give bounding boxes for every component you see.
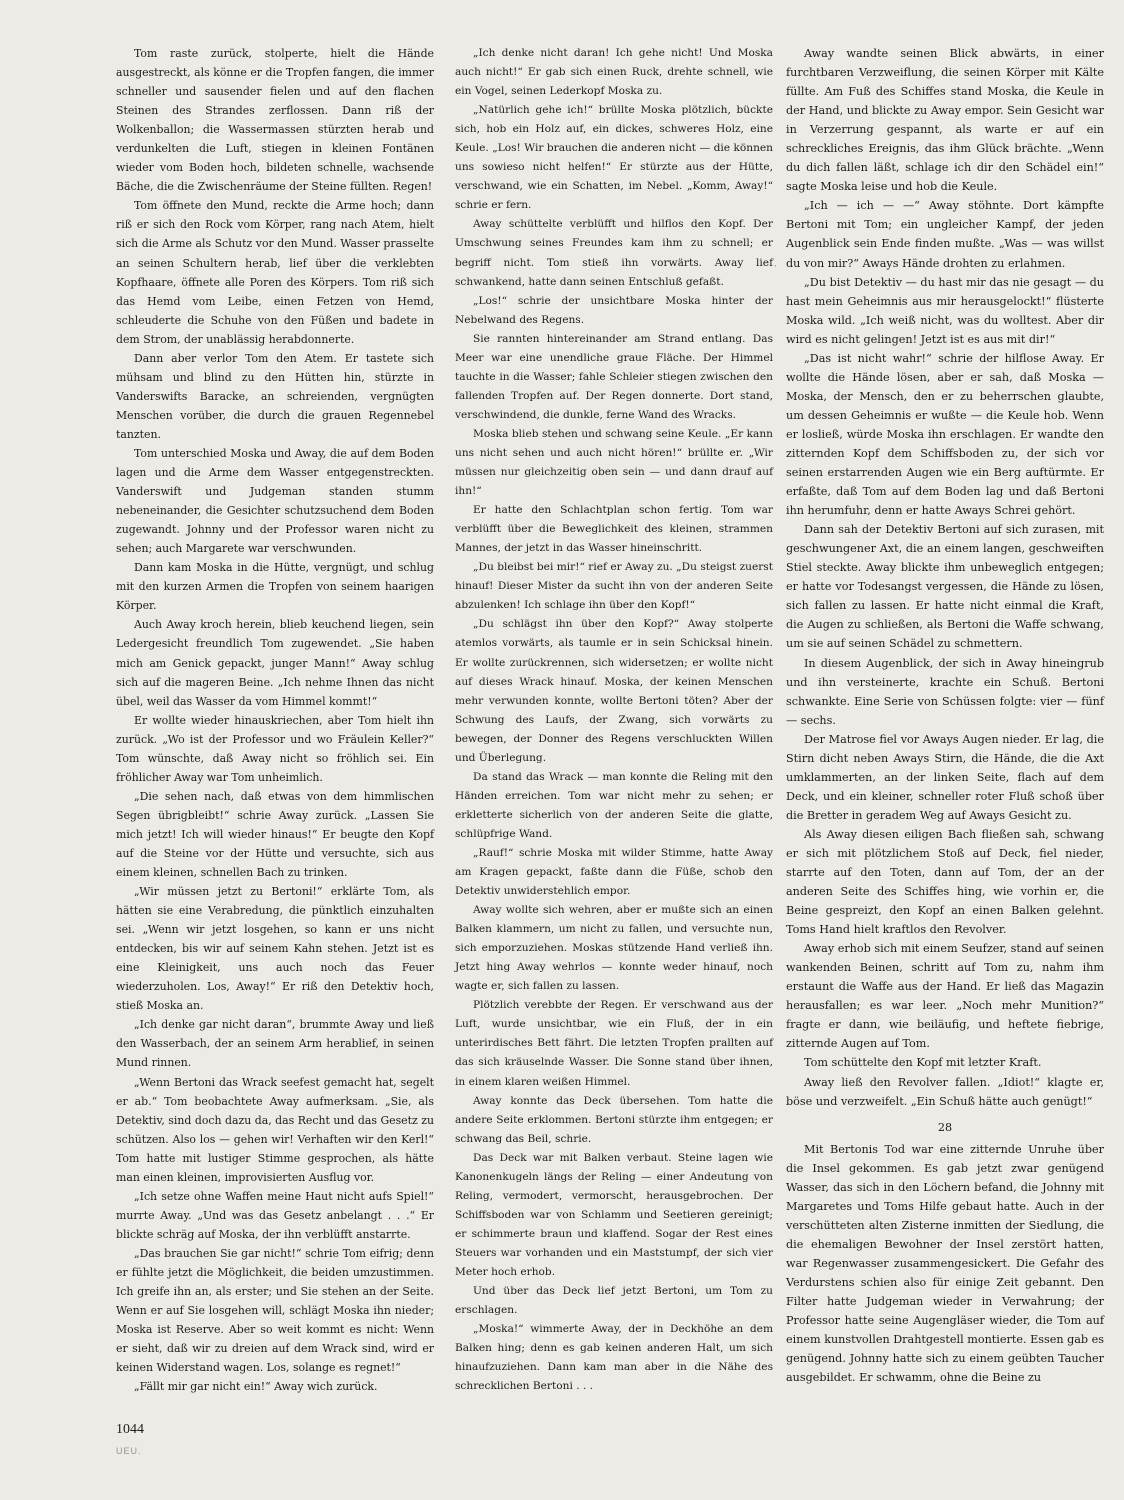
paragraph: Away wandte seinen Blick abwärts, in einer furchtbaren Verzweiflung, die seinen Körper mit Kälte füllte. Am Fuß des Schiffes stand Moska, die Keule in der Hand, und blickte zu Away empor. Sein Gesicht war in Verzerrung gespannt, als warte er auf ein schreckliches Ereignis, das ihm Glück brächte. „Wenn du dich fallen läßt, schlage ich dir den Schädel ein!“ sagte Moska leise und hob die Keule. bbox=[786, 47, 1104, 194]
paragraph: „Wenn Bertoni das Wrack seefest gemacht hat, segelt er ab.“ Tom beobachtete Away aufmerksam. „Sie, als Detektiv, sind doch dazu da, das Recht und das Gesetz zu schützen. Also los — gehen wir! Verhaften wir den Kerl!“ Tom hatte mit lustiger Stimme gesprochen, als hätte man einen kleinen, improvisierten Ausflug vor. bbox=[116, 1075, 434, 1184]
text-column-left bbox=[116, 44, 434, 1396]
paragraph: Als Away diesen eiligen Bach fließen sah, schwang er sich mit plötzlichem Stoß auf Deck, fiel nieder, starrte auf den Toten, dann auf Tom, der an der anderen Seite des Schiffes hing, wie vorhin er, die Beine gespreizt, den Kopf an einen Balken gelehnt. Toms Hand hielt kraftlos den Revolver. bbox=[786, 827, 1104, 937]
folio-mark: UEU. bbox=[116, 1446, 142, 1456]
paragraph: „Los!“ schrie der unsichtbare Moska hinter der Nebelwand des Regens. bbox=[455, 294, 773, 326]
paragraph: Tom raste zurück, stolperte, hielt die Hände ausgestreckt, als könne er die Tropfen fangen, die immer schneller und sausender fielen und auf den flachen Steinen des Strandes zerflossen. Dann riß der Wolkenballon; die Wassermassen stürzten herab und verdunkelten die Luft, stiegen in kleinen Fontänen wieder vom Boden hoch, bildeten schnelle, wachsende Bäche, die die Zwischenräume der Steine füllten. Regen! bbox=[116, 47, 434, 194]
paragraph: Away konnte das Deck übersehen. Tom hatte die andere Seite erklommen. Bertoni stürzte ihm entgegen; er schwang das Beil, schrie. bbox=[455, 1094, 773, 1145]
paragraph: „Fällt mir gar nicht ein!“ Away wich zurück. bbox=[134, 1380, 378, 1394]
section-number: 28 bbox=[937, 1120, 953, 1134]
page-number: 1044 bbox=[116, 1422, 144, 1437]
paragraph: Plötzlich verebbte der Regen. Er verschwand aus der Luft, wurde unsichtbar, wie ein Fluß, der in ein unterirdisches Bett fährt. Die letzten Tropfen prallten auf das sich kräuselnde Wasser. Die Sonne stand über ihnen, in einem klaren weißen Himmel. bbox=[455, 999, 773, 1088]
paragraph: „Das ist nicht wahr!“ schrie der hilflose Away. Er wollte die Hände lösen, aber er sah, daß Moska — Moska, der Mensch, den er zu beherrschen glaubte, um dessen Geheimnis er wußte — die Keule hob. Wenn er losließ, würde Moska ihn erschlagen. Er wandte den zitternden Kopf dem Schiffsboden zu, der sich vor seinen erstarrenden Augen wie ein Berg auftürmte. Er erfaßte, daß Tom auf dem Boden lag und daß Bertoni ihn herumfuhr, denn er hatte Aways Schrei gehört. bbox=[786, 351, 1104, 518]
paragraph: Dann aber verlor Tom den Atem. Er tastete sich mühsam und blind zu den Hütten hin, stürzte in Vanderswifts Baracke, an schreienden, vergnügten Menschen vorüber, die durch die grauen Regennebel tanzten. bbox=[116, 351, 434, 441]
text-column-middle bbox=[455, 44, 773, 1396]
paragraph: „Ich setze ohne Waffen meine Haut nicht aufs Spiel!“ murrte Away. „Und was das Gesetz anbelangt . . .“ Er blickte schräg auf Moska, der ihn verblüfft anstarrte. bbox=[116, 1189, 434, 1241]
paragraph: Der Matrose fiel vor Aways Augen nieder. Er lag, die Stirn dicht neben Aways Stirn, die Hände, die die Axt umklammerten, an der linken Seite, flach auf dem Deck, und ein kleiner, schneller roter Fluß schoß über die Bretter in geradem Weg auf Aways Gesicht zu. bbox=[786, 732, 1104, 822]
paragraph: Away ließ den Revolver fallen. „Idiot!“ klagte er, böse und verzweifelt. „Ein Schuß hätte auch genügt!“ bbox=[786, 1075, 1104, 1108]
paragraph: Away wollte sich wehren, aber er mußte sich an einen Balken klammern, um nicht zu fallen, und versuchte nun, sich emporzuziehen. Moskas stützende Hand verließ ihn. Jetzt hing Away wehrlos — konnte weder hinauf, noch wagte er, sich fallen zu lassen. bbox=[455, 904, 773, 993]
paragraph: „Moska!“ wimmerte Away, der in Deckhöhe an dem Balken hing; denn es gab keinen anderen Halt, um sich hinaufzuziehen. Dann kam man aber in die Nähe des schrecklichen Bertoni . . . bbox=[455, 1323, 773, 1393]
paragraph: Tom schüttelte den Kopf mit letzter Kraft. bbox=[804, 1056, 1042, 1070]
paragraph: Tom unterschied Moska und Away, die auf dem Boden lagen und die Arme dem Wasser entgegenstreckten. Vanderswift und Judgeman standen stumm nebeneinander, die Gesichter schutzsuchend dem Boden zugewandt. Johnny und der Professor waren nicht zu sehen; auch Margarete war verschwunden. bbox=[116, 446, 434, 556]
paragraph: „Du schlägst ihn über den Kopf?“ Away stolperte atemlos vorwärts, als taumle er in sein Schicksal hinein. Er wollte zurückrennen, sich widersetzen; er wollte nicht auf dieses Wrack hinauf. Moska, der keinen Menschen mehr verwunden konnte, wollte Bertoni töten? Aber der Schwung des Laufs, der Zwang, sich vorwärts zu bewegen, der Donner des Regens verschluckten Willen und Überlegung. bbox=[455, 618, 773, 764]
paragraph: Sie rannten hintereinander am Strand entlang. Das Meer war eine unendliche graue Fläche. Der Himmel tauchte in die Wasser; fahle Schleier stiegen zwischen den fallenden Tropfen auf. Der Regen donnerte. Dort stand, verschwindend, die dunkle, ferne Wand des Wracks. bbox=[455, 332, 773, 421]
paragraph: Er wollte wieder hinauskriechen, aber Tom hielt ihn zurück. „Wo ist der Professor und wo Fräulein Keller?“ Tom wünschte, daß Away nicht so fröhlich sei. Ein fröhlicher Away war Tom unheimlich. bbox=[116, 713, 434, 784]
paragraph: „Die sehen nach, daß etwas von dem himmlischen Segen übrigbleibt!“ schrie Away zurück. „Lassen Sie mich jetzt! Ich will wieder hinaus!“ Er beugte den Kopf auf die Steine vor der Hütte und versuchte, sich aus einem kleinen, schnellen Bach zu trinken. bbox=[116, 789, 434, 880]
paragraph: Dann kam Moska in die Hütte, vergnügt, und schlug mit den kurzen Armen die Tropfen von seinem haarigen Körper. bbox=[116, 561, 434, 613]
paragraph: Das Deck war mit Balken verbaut. Steine lagen wie Kanonenkugeln längs der Reling — einer Andeutung von Reling, vermodert, vermorscht, herausgebrochen. Der Schiffsboden war von Schlamm und Seetieren gereinigt; er schimmerte braun und klaffend. Sogar der Rest eines Steuers war vorhanden und ein Maststumpf, der sich vier Meter hoch erhob. bbox=[455, 1151, 773, 1278]
paragraph: In diesem Augenblick, der sich in Away hineingrub und ihn versteinerte, krachte ein Schuß. Bertoni schwankte. Eine Serie von Schüssen folgte: vier — fünf — sechs. bbox=[786, 656, 1104, 727]
paragraph: „Natürlich gehe ich!“ brüllte Moska plötzlich, bückte sich, hob ein Holz auf, ein dickes, schweres Holz, eine Keule. „Los! Wir brauchen die anderen nicht — die können uns sowieso nicht helfen!“ Er stürzte aus der Hütte, verschwand, wie ein Schatten, im Nebel. „Komm, Away!“ schrie er fern. bbox=[455, 104, 773, 212]
text-column-right bbox=[786, 44, 1104, 1387]
paragraph: Tom öffnete den Mund, reckte die Arme hoch; dann riß er sich den Rock vom Körper, rang nach Atem, hielt sich die Arme als Schutz vor den Mund. Wasser prasselte an seinen Schultern herab, lief über die verklebten Kopfhaare, öffnete alle Poren des Körpers. Tom riß sich das Hemd vom Leibe, einen Fetzen von Hemd, schleuderte die Schuhe von den Füßen und badete in dem Strom, der unablässig herabdonnerte. bbox=[116, 199, 434, 346]
paragraph: Auch Away kroch herein, blieb keuchend liegen, sein Ledergesicht freundlich Tom zugewendet. „Sie haben mich am Genick gepackt, junger Mann!“ Away schlug sich auf die mageren Beine. „Ich nehme Ihnen das nicht übel, weil das Wasser da vom Himmel kommt!“ bbox=[116, 618, 434, 708]
paragraph: Away erhob sich mit einem Seufzer, stand auf seinen wankenden Beinen, schritt auf Tom zu, nahm ihm erstaunt die Waffe aus der Hand. Er ließ das Magazin herausfallen; es war leer. „Noch mehr Munition?“ fragte er dann, wie beiläufig, und heftete fiebrige, zitternde Augen auf Tom. bbox=[786, 942, 1104, 1051]
paragraph: „Ich denke nicht daran! Ich gehe nicht! Und Moska auch nicht!“ Er gab sich einen Ruck, drehte schnell, wie ein Vogel, seinen Lederkopf Moska zu. bbox=[455, 47, 773, 98]
paragraph: „Das brauchen Sie gar nicht!“ schrie Tom eifrig; denn er fühlte jetzt die Möglichkeit, die beiden umzustimmen. Ich greife ihn an, als erster; und Sie stehen an der Seite. Wenn er auf Sie losgehen will, schlägt Moska ihn nieder; Moska ist Reserve. Aber so weit kommt es nicht: Wenn er sieht, daß wir zu dreien auf dem Wrack sind, wird er keinen Widerstand wagen. Los, solange es regnet!“ bbox=[116, 1246, 434, 1375]
paragraph: Da stand das Wrack — man konnte die Reling mit den Händen erreichen. Tom war nicht mehr zu sehen; er erkletterte sicherlich von der anderen Seite die glatte, schlüpfrige Wand. bbox=[455, 770, 773, 840]
paragraph: „Ich denke gar nicht daran“, brummte Away und ließ den Wasserbach, der an seinem Arm herablief, in seinen Mund rinnen. bbox=[116, 1018, 434, 1070]
paragraph: „Ich — ich — —“ Away stöhnte. Dort kämpfte Bertoni mit Tom; ein ungleicher Kampf, der jeden Augenblick sein Ende finden mußte. „Was — was willst du von mir?“ Aways Hände drohten zu erlahmen. bbox=[786, 199, 1104, 270]
paragraph: „Du bist Detektiv — du hast mir das nie gesagt — du hast mein Geheimnis aus mir herausgelockt!“ flüsterte Moska wild. „Ich weiß nicht, was du wolltest. Aber dir wird es nicht gelingen! Jetzt ist es aus mit dir!“ bbox=[786, 275, 1104, 346]
margin-dot: · bbox=[774, 262, 777, 272]
paragraph: Dann sah der Detektiv Bertoni auf sich zurasen, mit geschwungener Axt, die an einem langen, geschweiften Stiel steckte. Away blickte ihm unbeweglich entgegen; er hatte vor Todesangst vergessen, die Hände zu lösen, sich fallen zu lassen. Er hatte nicht einmal die Kraft, die Augen zu schließen, als Bertoni die Waffe schwang, um sie auf seinen Schädel zu schmettern. bbox=[786, 523, 1104, 651]
paragraph: „Rauf!“ schrie Moska mit wilder Stimme, hatte Away am Kragen gepackt, faßte dann die Füße, schob den Detektiv unwiderstehlich empor. bbox=[455, 846, 773, 898]
paragraph: Er hatte den Schlachtplan schon fertig. Tom war verblüfft über die Beweglichkeit des kleinen, strammen Mannes, der jetzt in das Wasser hineinschritt. bbox=[455, 504, 773, 555]
paragraph: Und über das Deck lief jetzt Bertoni, um Tom zu erschlagen. bbox=[455, 1285, 773, 1317]
paragraph: Mit Bertonis Tod war eine zitternde Unruhe über die Insel gekommen. Es gab jetzt zwar genügend Wasser, das sich in den Löchern befand, die Johnny mit Margaretes und Toms Hilfe gebaut hatte. Auch in der verschütteten alten Zisterne inmitten der Siedlung, die die ehemaligen Bewohner der Insel zerstört hatten, war Regenwasser zusammengesickert. Die Gefahr des Verdurstens schien also für einige Zeit gebannt. Den Filter hatte Judgeman wieder in Verwahrung; der Professor hatte seine Augengläser wieder, die Tom auf einem kunstvollen Drahtgestell montierte. Essen gab es genügend. Johnny hatte sich zu einem geübten Taucher ausgebildet. Er schwamm, ohne die Beine zu bbox=[786, 1142, 1105, 1385]
paragraph: Moska blieb stehen und schwang seine Keule. „Er kann uns nicht sehen und auch nicht hören!“ brüllte er. „Wir müssen nur gleichzeitig oben sein — und dann drauf auf ihn!“ bbox=[455, 427, 773, 498]
paragraph: „Du bleibst bei mir!“ rief er Away zu. „Du steigst zuerst hinauf! Dieser Mister da sucht ihn von der anderen Seite abzulenken! Ich schlage ihn über den Kopf!“ bbox=[455, 561, 773, 612]
paragraph: „Wir müssen jetzt zu Bertoni!“ erklärte Tom, als hätten sie eine Verabredung, die pünktlich einzuhalten sei. „Wenn wir jetzt losgehen, so kann er uns nicht entdecken, bis wir auf seinem Kahn stehen. Jetzt ist es eine Kleinigkeit, uns auch noch das Feuer wiederzuholen. Los, Away!“ Er riß den Detektiv hoch, stieß Moska an. bbox=[116, 885, 434, 1013]
paragraph: Away schüttelte verblüfft und hilflos den Kopf. Der Umschwung seines Freundes kam ihm zu schnell; er begriff nicht. Tom stieß ihn vorwärts. Away lief schwankend, hatte dann seinen Entschluß gefaßt. bbox=[455, 218, 773, 288]
